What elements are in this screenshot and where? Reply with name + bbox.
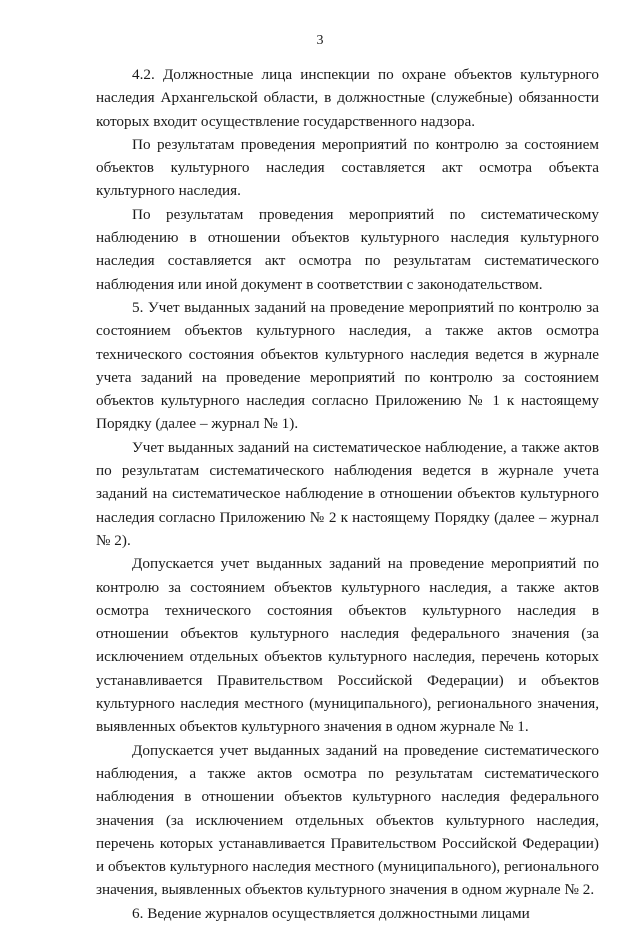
paragraph-journal-2: Учет выданных заданий на систематическое наблюдение, а также актов по результатам систематического наблюдения ведется в журнале учета заданий на систематическое наблюдение в отношении объектов культурного наследия согласно Приложению № 2 к настоящему Порядку (далее – журнал № 2). (96, 438, 599, 549)
paragraph-observation-act: По результатам проведения мероприятий по систематическому наблюдению в отношении объектов культурного наследия культурного наследия составляется акт осмотра по результатам систематического наблюдения или иной документ в соответствии с законодательством. (96, 205, 599, 293)
paragraph-4-2-officials: 4.2. Должностные лица инспекции по охране объектов культурного наследия Архангельской области, в должностные (служебные) обязанности которых входит осуществление государственного надзора. (96, 66, 599, 130)
paragraph-single-journal-2: Допускается учет выданных заданий на проведение систематического наблюдения, а также актов осмотра по результатам систематического наблюдения в отношении объектов культурного наследия федерального значения (за исключением отдельных объектов культурного наследия, перечень которых устанавливается Правительством Российской Федерации) и объектов культурного наследия местного (муниципального), регионального значения, выявленных объектов культурного значения в одном журнале № 2. (96, 741, 599, 899)
paragraph-single-journal-1: Допускается учет выданных заданий на проведение мероприятий по контролю за состоянием объектов культурного наследия, а также актов осмотра технического состояния объектов культурного наследия в отношении объектов культурного наследия федерального значения (за исключением отдельных объектов культурного наследия, перечень которых устанавливается Правительством Российской Федерации) и объектов культурного наследия местного (муниципального), регионального значения, выявленных объектов культурного значения в одном журнале № 1. (96, 555, 599, 736)
page-number: 3 (316, 33, 324, 48)
document-body (96, 63, 599, 925)
paragraph-6-journal-keeping: 6. Ведение журналов осуществляется должностными лицами (132, 904, 530, 922)
paragraph-5-journal-1: 5. Учет выданных заданий на проведение мероприятий по контролю за состоянием объектов культурного наследия, а также актов осмотра технического состояния объектов культурного наследия ведется в журнале учета заданий на проведение мероприятий по контролю за состоянием объектов культурного наследия согласно Приложению № 1 к настоящему Порядку (далее – журнал № 1). (96, 298, 599, 433)
paragraph-inspection-act: По результатам проведения мероприятий по контролю за состоянием объектов культурного наследия составляется акт осмотра объекта культурного наследия. (96, 135, 599, 200)
